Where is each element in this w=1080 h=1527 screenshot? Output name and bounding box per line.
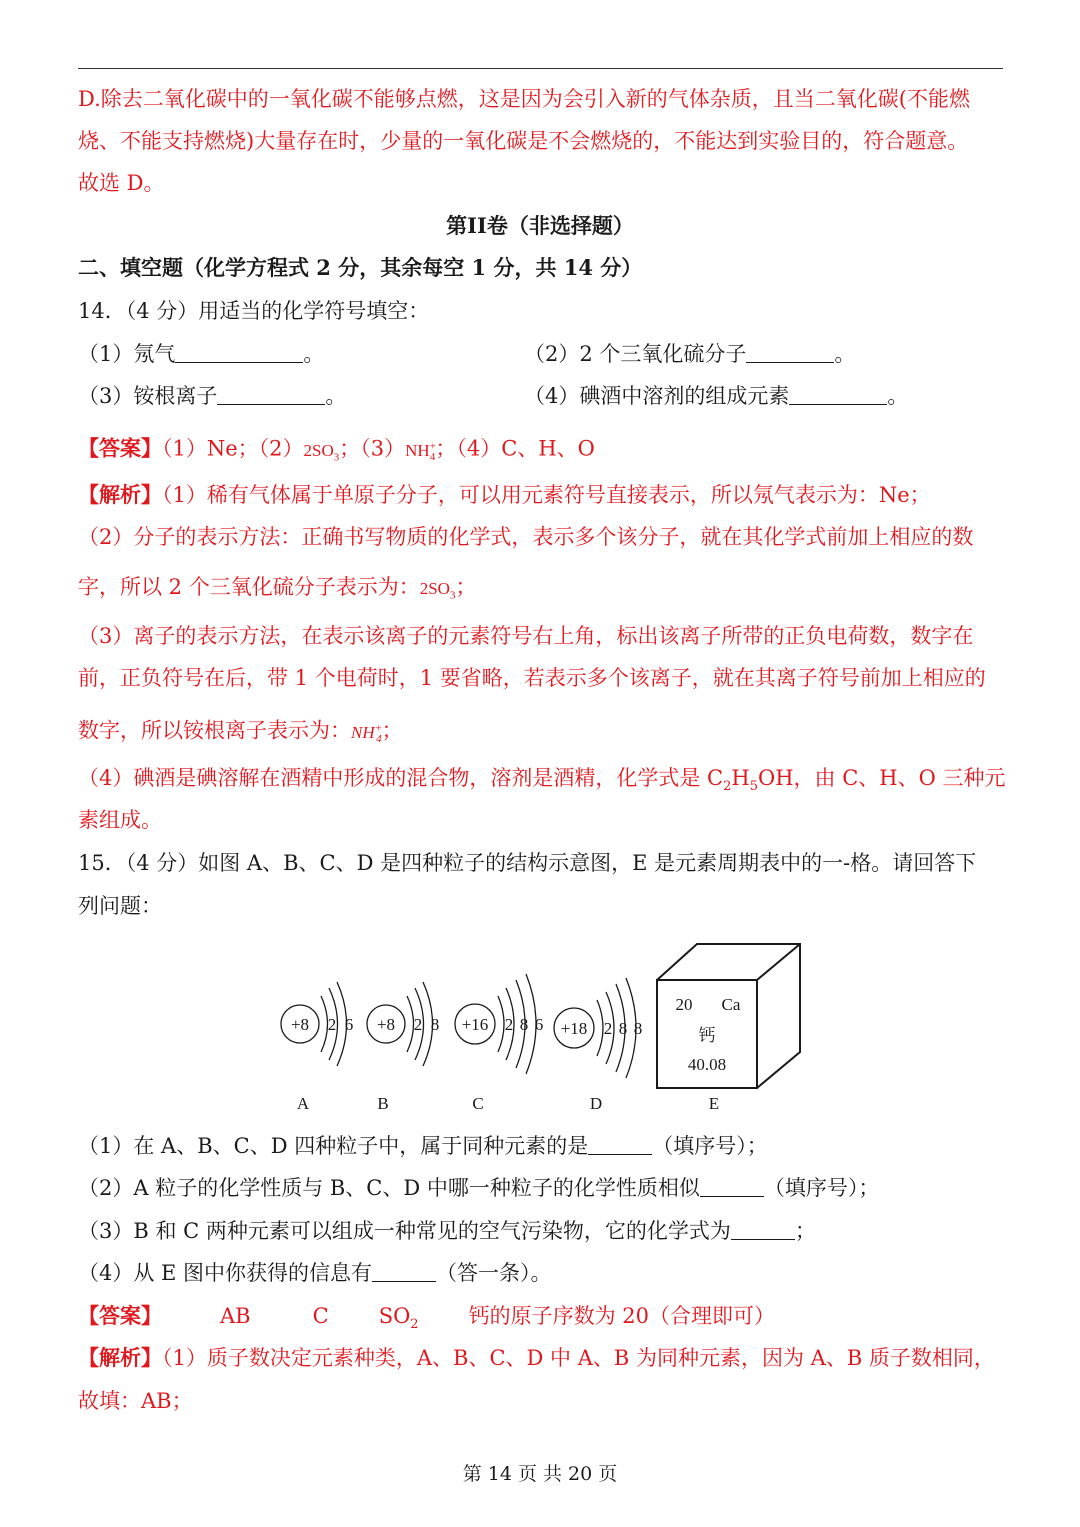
q14-answer-part1: （1）Ne；（2） [162,436,304,461]
q14-sub4-text: （4）碘酒中溶剂的组成元素 [524,384,790,408]
answer-tag: 【答案】 [78,1303,162,1328]
q14-analysis-3b: 前，正负符号在后，带 1 个电荷时，1 要省略，若表示多个该离子，就在其离子符号前加上相应的 [78,666,986,690]
q14-sub3 [78,381,346,411]
q14-sub4 [524,381,908,411]
formula-text: 2SO [303,440,334,460]
analysis-text: （1）稀有气体属于单原子分子，可以用元素符号直接表示，所以氖气表示为：Ne； [162,483,931,507]
q14-analysis-2a: （2）分子的表示方法：正确书写物质的化学式，表示多个该分子，就在其化学式前加上相应的数 [78,525,974,549]
formula-text: 2SO [419,579,450,598]
semicolon: ； [455,575,477,599]
q15-answer-1: AB [220,1304,251,1328]
answer-blank[interactable] [588,1134,652,1155]
q15-sub4 [78,1258,552,1288]
formula-sub: 3 [449,589,456,602]
shell-arc [407,996,414,1052]
q14-analysis-1 [78,480,931,510]
q15-answer-3 [378,1304,419,1333]
q14-sub2 [524,339,855,369]
element-name: 钙 [698,1026,716,1046]
q14-answer-mid: ；（3） [339,436,406,461]
element-mass: 40.08 [687,1055,727,1074]
page-footer: 第 14 页 共 20 页 [462,1463,618,1485]
q14-analysis-4b: 素组成。 [78,808,162,832]
atom-d-nucleus: +18 [560,1019,588,1038]
prev-line-3: 故选 D。 [78,171,165,195]
atom-d-shell-1: 2 [603,1019,613,1038]
analysis-text: H [731,766,750,790]
formula-sup: + [429,440,436,452]
atom-c-shell-1: 2 [504,1015,514,1034]
prev-line-1: D.除去二氧化碳中的一氧化碳不能够点燃，这是因为会引入新的气体杂质，且当二氧化碳(不能燃 [78,87,970,111]
analysis-text: 字，所以 2 个三氧化硫分子表示为： [78,575,420,599]
shell-arc [321,996,328,1052]
q15-sub1 [78,1131,768,1161]
q15-sub3-end: ； [794,1219,816,1243]
formula-nh4 [351,722,383,746]
q15-stem-1: 15．（4 分）如图 A、B、C、D 是四种粒子的结构示意图，E 是元素周期表中的一-格。请回答下 [78,851,977,875]
atom-c-shell-2: 8 [519,1015,529,1034]
analysis-text: OH，由 C、H、O 三种元 [758,766,1006,790]
q15-stem-2: 列问题： [78,894,162,918]
q15-sub2-text: （2）A 粒子的化学性质与 B、C、D 中哪一种粒子的化学性质相似 [78,1176,700,1200]
q14-sub1-end: 。 [303,342,325,366]
q14-sub3-text: （3）铵根离子 [78,384,218,408]
answer-blank[interactable] [175,342,303,363]
formula-sub: 4 [429,451,436,464]
q15-sub2 [78,1173,879,1203]
formula-sup: + [374,722,383,734]
atom-d-shell-3: 8 [633,1019,643,1038]
formula-sub: 2 [723,779,732,795]
element-number: 20 [675,995,693,1014]
q14-analysis-3a: （3）离子的表示方法，在表示该离子的元素符号右上角，标出该离子所带的正负电荷数，数字在 [78,624,974,648]
cube-edges [657,944,800,1088]
formula-2so3 [419,579,456,602]
label-e: E [708,1094,720,1113]
formula-sub: 3 [333,451,340,464]
formula-text: NH [405,440,430,460]
formula-sub: 4 [376,733,382,746]
semicolon: ； [381,718,403,743]
answer-blank[interactable] [746,342,834,363]
atom-a-nucleus: +8 [290,1015,310,1034]
formula-sub: 2 [410,1317,419,1333]
q15-analysis-1 [78,1343,995,1373]
label-c: C [472,1094,484,1113]
q14-analysis-3c [78,713,403,754]
atom-b-nucleus: +8 [376,1015,396,1034]
q15-sub4-text: （4）从 E 图中你获得的信息有 [78,1261,373,1285]
q15-sub2-end: （填序号）； [763,1176,880,1200]
q14-answer-part2: ；（4）C、H、O [435,436,595,461]
answer-blank[interactable] [217,384,325,405]
cube-edge [757,944,800,980]
analysis-text: （4）碘酒是碘溶解在酒精中形成的混合物，溶剂是酒精，化学式是 C [78,766,724,790]
section-title: 二、填空题（化学方程式 2 分，其余每空 1 分，共 14 分） [78,255,643,280]
q14-analysis-4a [78,763,1005,802]
atom-a-shell-2: 6 [344,1015,354,1034]
prev-line-2: 烧、不能支持燃烧)大量存在时，少量的一氧化碳是不会燃烧的，不能达到实验目的，符合题意。 [78,129,969,153]
atom-a-shell-1: 2 [327,1015,337,1034]
q14-sub1 [78,339,324,369]
element-symbol: Ca [721,995,741,1014]
q14-sub2-text: （2）2 个三氧化硫分子 [524,342,747,366]
atom-b-shell-1: 2 [413,1015,423,1034]
formula-text: SO [378,1304,411,1328]
header-rule [78,68,1003,69]
atom-d-shell-2: 8 [618,1019,628,1038]
q15-analysis-2: 故填：AB； [78,1389,193,1413]
q14-sub4-end: 。 [887,384,909,408]
formula-nh4 [405,440,436,464]
atom-c-nucleus: +16 [461,1015,489,1034]
label-b: B [377,1094,389,1113]
q15-answer [78,1301,775,1340]
atom-c-shell-3: 6 [534,1015,544,1034]
analysis-text: （1）质子数决定元素种类，A、B、C、D 中 A、B 为同种元素，因为 A、B 质子数相同， [162,1346,995,1370]
analysis-tag: 【解析】 [78,1345,162,1370]
part2-title: 第II卷（非选择题） [446,213,634,238]
q14-sub3-end: 。 [325,384,347,408]
atom-b-shell-2: 8 [430,1015,440,1034]
q15-sub1-end: （填序号）； [652,1134,768,1158]
periodic-cell-cube [657,944,800,1088]
q15-sub1-text: （1）在 A、B、C、D 四种粒子中，属于同种元素的是 [78,1134,589,1158]
q15-sub3-text: （3）B 和 C 两种元素可以组成一种常见的空气污染物，它的化学式为 [78,1219,731,1243]
particle-structure-figure [270,940,810,1120]
q14-analysis-2b [78,572,476,610]
answer-blank[interactable] [700,1176,764,1197]
q15-sub4-end: （答一条）。 [436,1261,552,1285]
analysis-text: 数字，所以铵根离子表示为： [78,718,351,743]
q14-stem: 14．（4 分）用适当的化学符号填空： [78,299,430,323]
answer-blank[interactable] [789,384,887,405]
q14-answer [78,431,595,472]
q15-sub3 [78,1216,816,1246]
shell-arc [498,996,504,1052]
label-a: A [296,1094,310,1113]
q15-answer-4: 钙的原子序数为 20（合理即可） [468,1304,775,1328]
formula-2so3 [303,440,340,464]
analysis-tag: 【解析】 [78,482,162,507]
shell-arc [597,1000,603,1056]
answer-blank[interactable] [372,1261,436,1282]
answer-tag: 【答案】 [78,435,162,461]
label-d: D [589,1094,603,1113]
formula-text: NH [351,722,375,742]
answer-blank[interactable] [731,1219,795,1240]
q15-answer-2: C [312,1304,329,1328]
q14-sub1-text: （1）氖气 [78,342,176,366]
formula-sub: 5 [749,779,758,795]
q14-sub2-end: 。 [834,342,856,366]
